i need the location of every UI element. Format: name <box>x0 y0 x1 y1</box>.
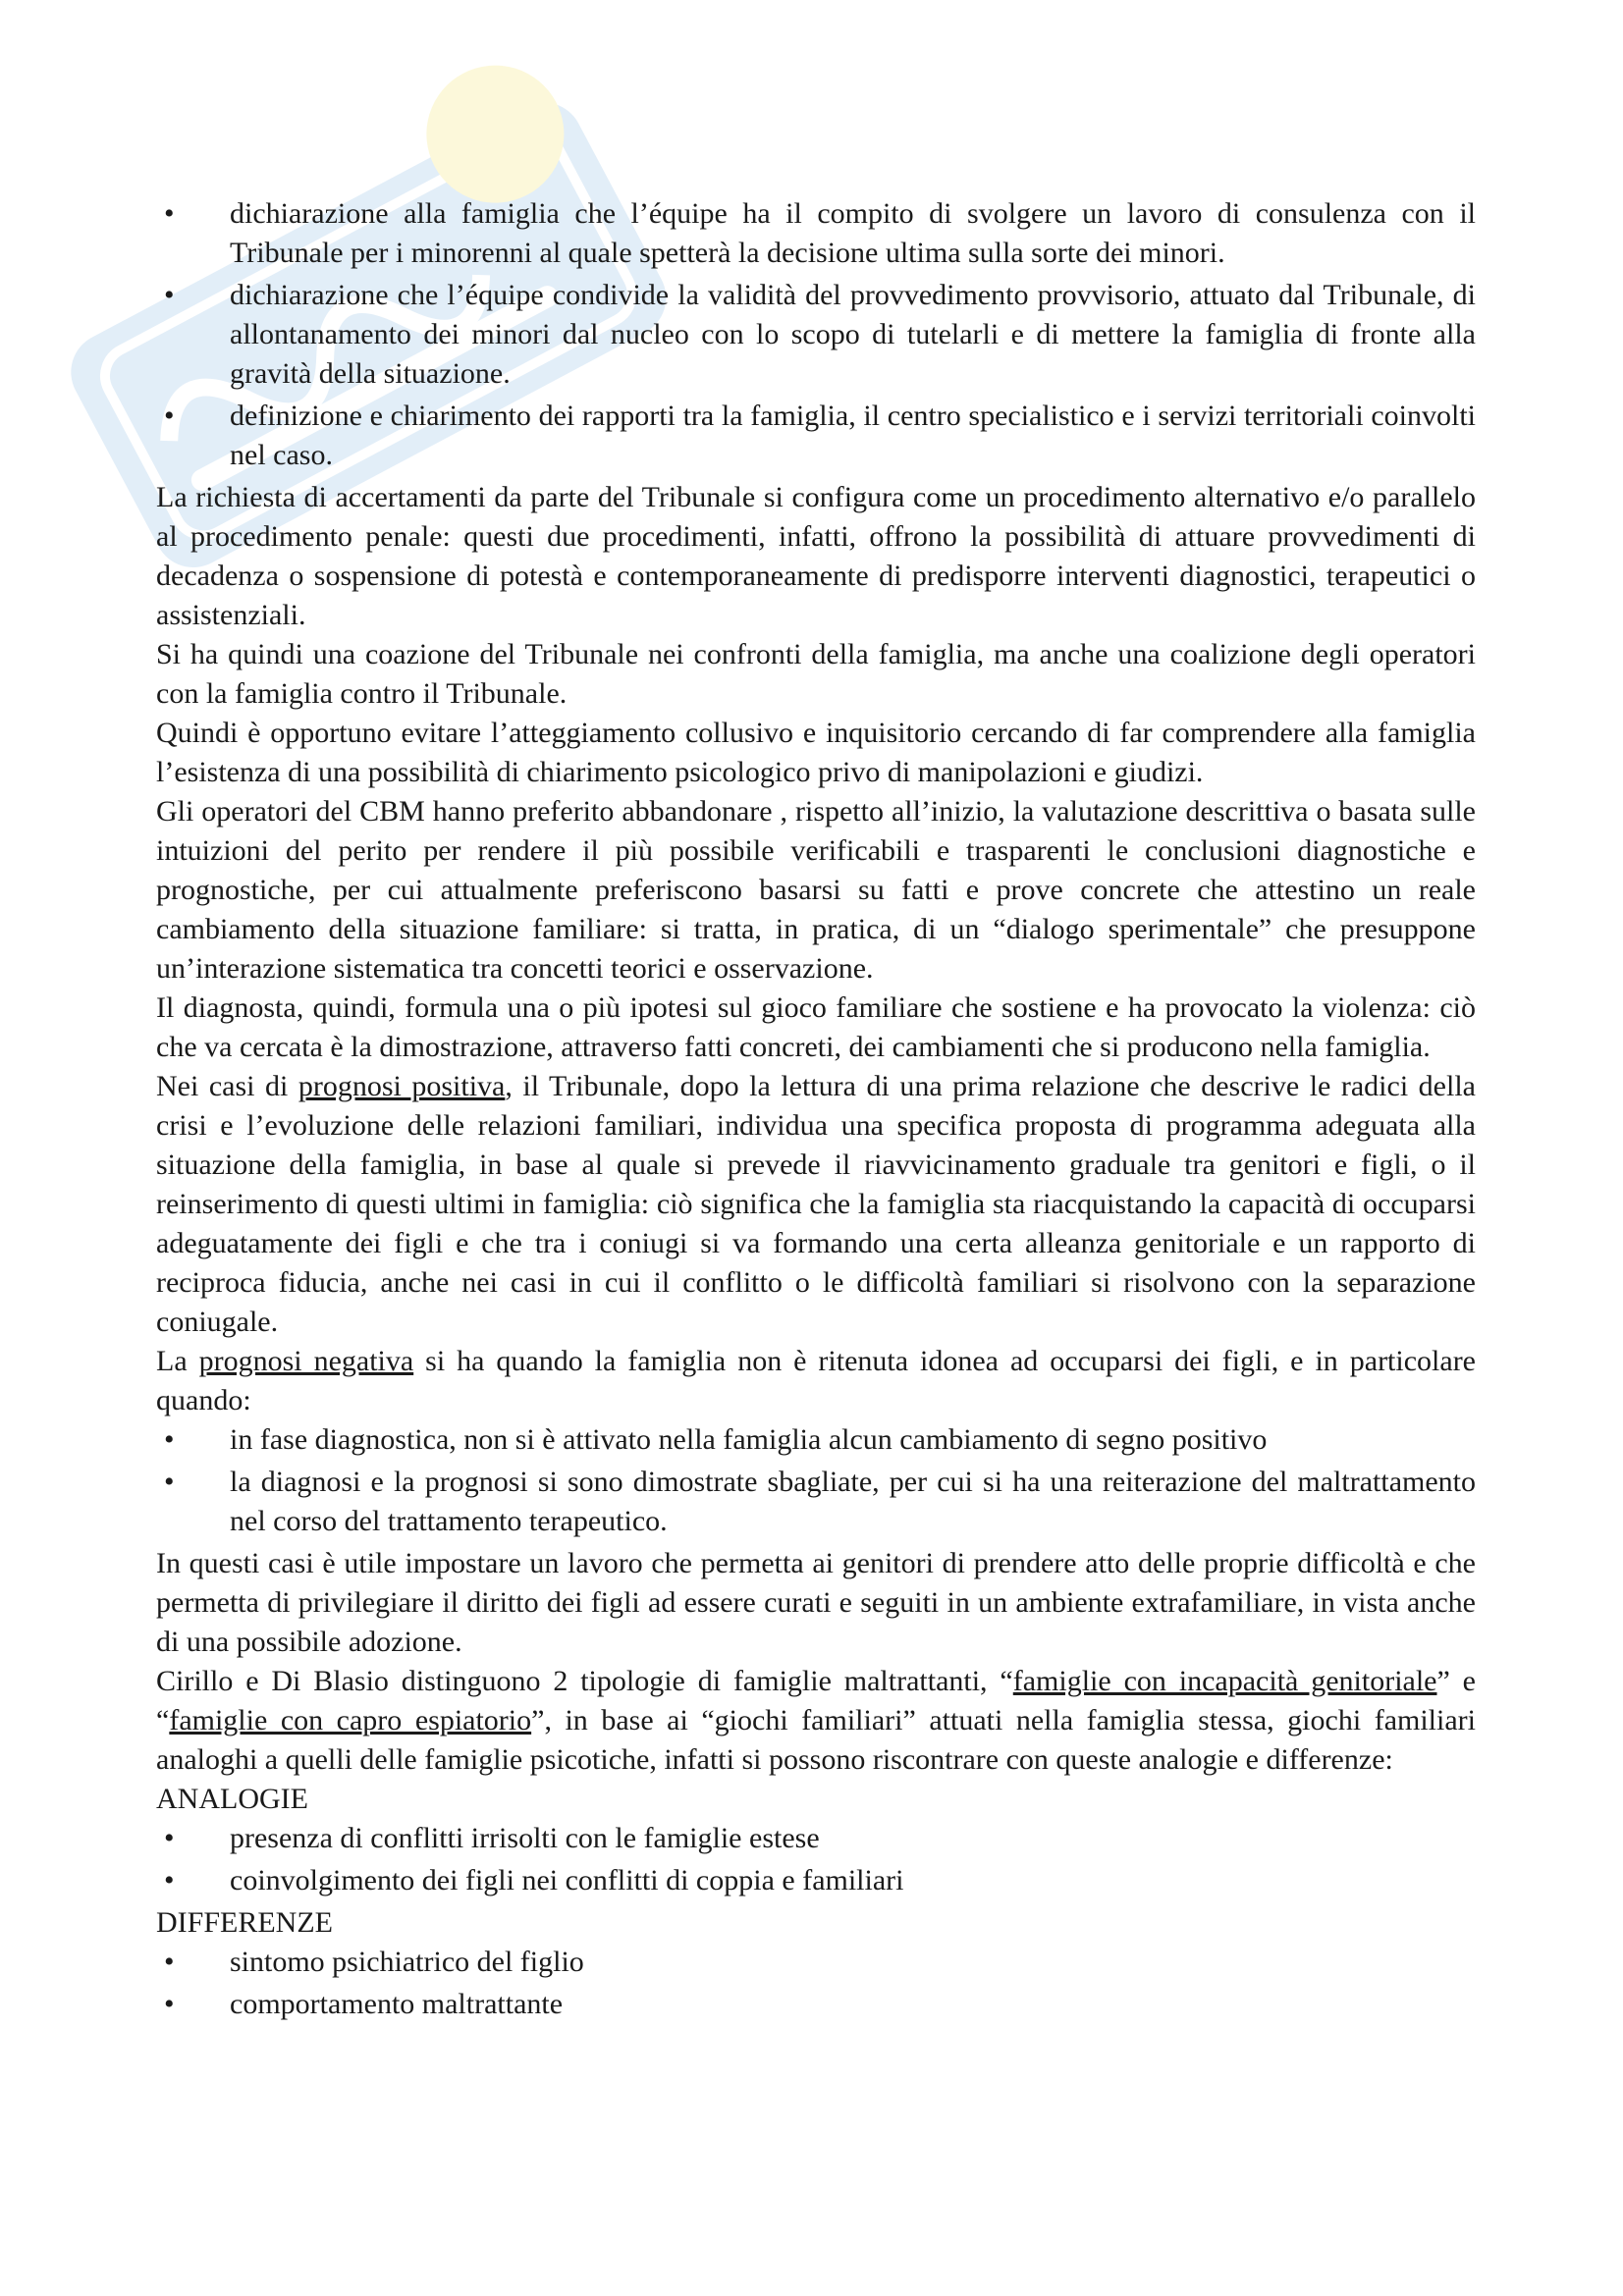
list-item <box>156 1420 1476 1460</box>
paragraph-coazione: Si ha quindi una coazione del Tribunale nei confronti della famiglia, ma anche una coalizione degli operatori con la famiglia contro il Tribunale. <box>156 638 1476 710</box>
list-item <box>156 1463 1476 1541</box>
bullet-symbol: • <box>164 1822 175 1854</box>
paragraph-prognosi-negativa: La prognosi negativa si ha quando la famiglia non è ritenuta idonea ad occuparsi dei figli, e in particolare quando: <box>156 1345 1476 1416</box>
bullet-symbol: • <box>164 197 175 230</box>
list-item-text: comportamento maltrattante <box>230 1988 564 2020</box>
bullet-list-analogie <box>156 1819 1476 1900</box>
list-item <box>156 1861 1476 1900</box>
list-item <box>156 1985 1476 2024</box>
paragraph-atteggiamento: Quindi è opportuno evitare l’atteggiamento collusivo e inquisitorio cercando di far comprendere alla famiglia l’esistenza di una possibilità di chiarimento psicologico privo di manipolazioni e giudizi. <box>156 717 1476 788</box>
bullet-symbol: • <box>164 1988 175 2020</box>
paragraph-prognosi-positiva: Nei casi di prognosi positiva, il Tribunale, dopo la lettura di una prima relazione che descrive le radici della crisi e l’evoluzione delle relazioni familiari, individua una specifica proposta di programma adeguata alla situazione della famiglia, in base al quale si prevede il riavvicinamento graduale tra genitori e figli, o il reinserimento di questi ultimi in famiglia: ciò significa che la famiglia sta riacquistando la capacità di occuparsi adeguatamente dei figli e che tra i coniugi si va formando una certa alleanza genitoriale e un rapporto di reciproca fiducia, anche nei casi in cui il conflitto o le difficoltà familiari si risolvono con la separazione coniugale. <box>156 1070 1476 1338</box>
list-item <box>156 1819 1476 1858</box>
paragraph-accertamenti: La richiesta di accertamenti da parte del Tribunale si configura come un procedimento alternativo e/o parallelo al procedimento penale: questi due procedimenti, infatti, offrono la possibilità di attuare provvedimenti di decadenza o sospensione di potestà e contemporaneamente di predisporre interventi diagnostici, terapeutici o assistenziali. <box>156 481 1476 631</box>
heading-differenze: DIFFERENZE <box>156 1906 333 1939</box>
paragraph-diagnosta: Il diagnosta, quindi, formula una o più ipotesi sul gioco familiare che sostiene e ha provocato la violenza: ciò che va cercata è la dimostrazione, attraverso fatti concreti, dei cambiamenti che si producono nella famiglia. <box>156 991 1476 1063</box>
paragraph-cirillo-di-blasio: Cirillo e Di Blasio distinguono 2 tipologie di famiglie maltrattanti, “famiglie con incapacità genitoriale” e “famiglie con capro espiatorio”, in base ai “giochi familiari” attuati nella famiglia stessa, giochi familiari analoghi a quelli delle famiglie psicotiche, infatti si possono riscontrare con queste analogie e differenze: <box>156 1665 1476 1776</box>
paragraph-operatori-cbm: Gli operatori del CBM hanno preferito abbandonare , rispetto all’inizio, la valutazione descrittiva o basata sulle intuizioni del perito per rendere il più possibile verificabili e trasparenti le conclusioni diagnostiche e prognostiche, per cui attualmente preferiscono basarsi su fatti e prove concrete che attestino un reale cambiamento della situazione familiare: si tratta, in pratica, di un “dialogo sperimentale” che presuppone un’interazione sistematica tra concetti teorici e osservazione. <box>156 795 1476 985</box>
document-page <box>156 194 1476 2027</box>
list-item-text: dichiarazione che l’équipe condivide la validità del provvedimento provvisorio, attuato dal Tribunale, di allontanamento dei minori dal nucleo con lo scopo di tutelarli e di mettere la famiglia di fronte alla gravità della situazione. <box>230 279 1476 390</box>
list-item-text: presenza di conflitti irrisolti con le famiglie estese <box>230 1822 820 1854</box>
bullet-symbol: • <box>164 400 175 432</box>
term-prognosi-positiva: prognosi positiva <box>298 1070 506 1102</box>
bullet-symbol: • <box>164 1946 175 1978</box>
bullet-symbol: • <box>164 1466 175 1498</box>
term-prognosi-negativa: prognosi negativa <box>198 1345 414 1377</box>
term-incapacita-genitoriale: famiglie con incapacità genitoriale <box>1012 1665 1437 1697</box>
list-item-text: definizione e chiarimento dei rapporti tra la famiglia, il centro specialistico e i servizi territoriali coinvolti nel caso. <box>230 400 1476 471</box>
list-item-text: dichiarazione alla famiglia che l’équipe ha il compito di svolgere un lavoro di consulenza con il Tribunale per i minorenni al quale spetterà la decisione ultima sulla sorte dei minori. <box>230 197 1476 269</box>
bullet-list-negativa <box>156 1420 1476 1541</box>
list-item <box>156 1943 1476 1982</box>
paragraph-questi-casi: In questi casi è utile impostare un lavoro che permetta ai genitori di prendere atto delle proprie difficoltà e che permetta di privilegiare il diritto dei figli ad essere curati e seguiti in un ambiente extrafamiliare, in vista anche di una possibile adozione. <box>156 1547 1476 1658</box>
list-item <box>156 397 1476 475</box>
bullet-list-differenze <box>156 1943 1476 2024</box>
bullet-symbol: • <box>164 1864 175 1896</box>
list-item <box>156 194 1476 273</box>
list-item-text: in fase diagnostica, non si è attivato nella famiglia alcun cambiamento di segno positivo <box>230 1423 1268 1456</box>
bullet-symbol: • <box>164 279 175 311</box>
term-capro-espiatorio: famiglie con capro espiatorio <box>169 1704 532 1736</box>
bullet-symbol: • <box>164 1423 175 1456</box>
list-item-text: la diagnosi e la prognosi si sono dimostrate sbagliate, per cui si ha una reiterazione del maltrattamento nel corso del trattamento terapeutico. <box>230 1466 1476 1537</box>
bullet-list-consulenza <box>156 194 1476 475</box>
list-item-text: sintomo psichiatrico del figlio <box>230 1946 584 1978</box>
list-item <box>156 276 1476 394</box>
list-item-text: coinvolgimento dei figli nei conflitti di coppia e familiari <box>230 1864 904 1896</box>
heading-analogie: ANALOGIE <box>156 1783 308 1815</box>
